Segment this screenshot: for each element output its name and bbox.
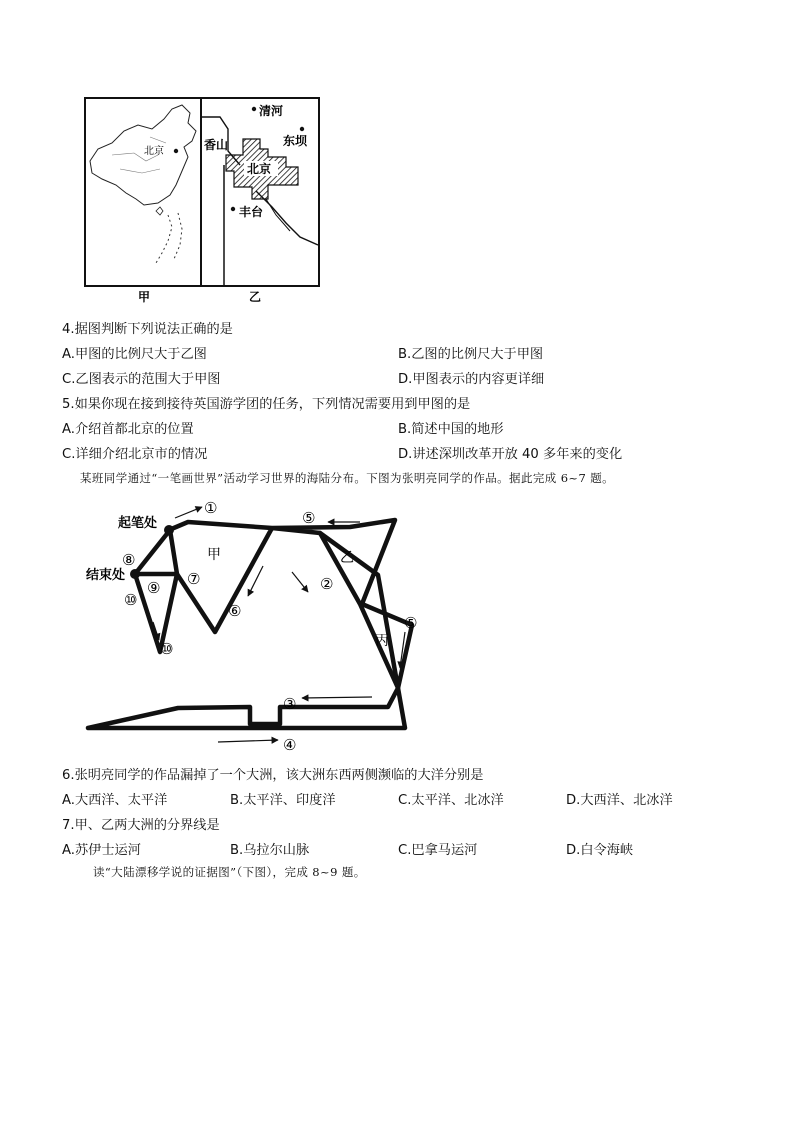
marker-10b: ⑩ [160, 640, 174, 658]
q4-option-a: A.甲图的比例尺大于乙图 [62, 347, 207, 362]
xiangshan-label: 香山 [204, 138, 229, 152]
q5-option-b: B.简述中国的地形 [398, 422, 504, 437]
marker-3: ③ [283, 695, 297, 713]
map-figure [80, 95, 322, 310]
q7-option-a: A.苏伊士运河 [62, 843, 141, 858]
beijing-label: 北京 [247, 162, 272, 176]
q5-option-d: D.讲述深圳改革开放 40 多年来的变化 [398, 447, 623, 462]
q7-stem: 7.甲、乙两大洲的分界线是 [62, 818, 220, 833]
marker-7: ⑦ [187, 570, 201, 588]
q6-option-b: B.太平洋、印度洋 [230, 793, 336, 808]
continent-bing-label: 丙 [375, 633, 389, 649]
marker-4: ④ [283, 736, 297, 754]
qinghe-label: 清河 [259, 104, 284, 118]
q4-option-c: C.乙图表示的范围大于甲图 [62, 372, 221, 387]
start-label: 起笔处 [118, 516, 158, 531]
intro-6-7: 某班同学通过“一笔画世界”活动学习世界的海陆分布。下图为张明亮同学的作品。据此完成 6~7 题。 [80, 471, 615, 485]
map-label-yi: 乙 [249, 290, 262, 304]
marker-8: ⑧ [122, 551, 136, 569]
end-dot [130, 569, 140, 579]
start-dot [164, 525, 174, 535]
marker-1: ① [204, 499, 218, 517]
q7-option-d: D.白令海峡 [566, 843, 634, 858]
marker-5a: ⑤ [302, 509, 316, 527]
marker-5b: ⑤ [404, 614, 418, 632]
q7-option-b: B.乌拉尔山脉 [230, 843, 310, 858]
intro-8-9: 读“大陆漂移学说的证据图”（下图），完成 8~9 题。 [93, 865, 366, 879]
q4-option-d: D.甲图表示的内容更详细 [398, 372, 545, 387]
map-label-jia: 甲 [138, 290, 151, 304]
q6-option-c: C.太平洋、北冰洋 [398, 793, 504, 808]
south-sea-dashes [156, 213, 182, 263]
china-beijing-label: 北京 [144, 146, 164, 157]
marker-10a: ⑩ [124, 591, 138, 609]
q5-option-a: A.介绍首都北京的位置 [62, 422, 194, 437]
end-label: 结束处 [86, 568, 126, 583]
continent-jia-label: 甲 [207, 547, 221, 563]
dongba-label: 东坝 [283, 134, 308, 148]
q4-stem: 4.据图判断下列说法正确的是 [62, 322, 233, 337]
q6-option-a: A.大西洋、太平洋 [62, 793, 168, 808]
q7-option-c: C.巴拿马运河 [398, 843, 478, 858]
marker-6: ⑥ [228, 602, 242, 620]
marker-2: ② [320, 575, 334, 593]
marker-9: ⑨ [147, 579, 161, 597]
continent-yi-label: 乙 [340, 550, 354, 566]
drawing-figure [80, 492, 425, 762]
q6-option-d: D.大西洋、北冰洋 [566, 793, 673, 808]
q6-stem: 6.张明亮同学的作品漏掉了一个大洲，该大洲东西两侧濒临的大洋分别是 [62, 768, 484, 783]
q5-option-c: C.详细介绍北京市的情况 [62, 447, 208, 462]
fengtai-label: 丰台 [239, 205, 264, 219]
q5-stem: 5.如果你现在接到接待英国游学团的任务，下列情况需要用到甲图的是 [62, 397, 471, 412]
q4-option-b: B.乙图的比例尺大于甲图 [398, 347, 544, 362]
china-outline [90, 105, 196, 205]
